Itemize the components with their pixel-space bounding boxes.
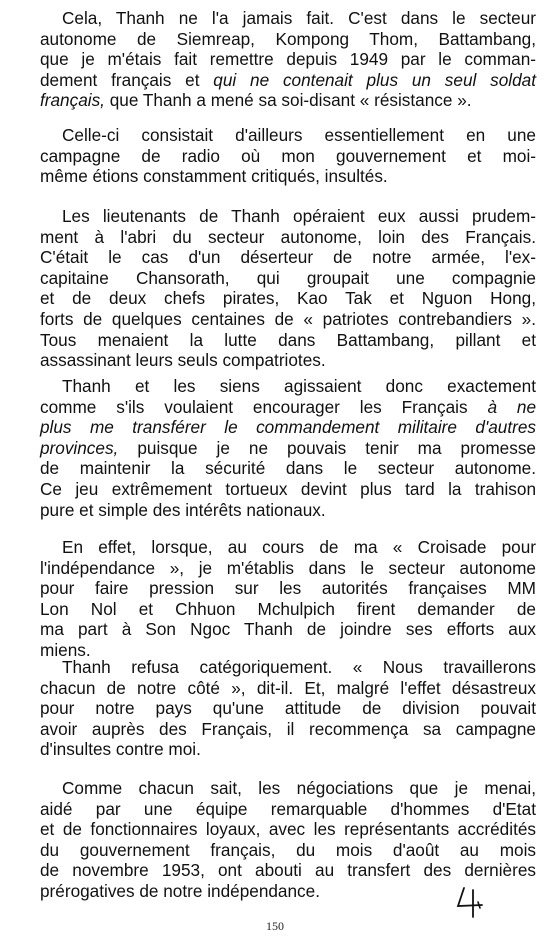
paragraph-1	[40, 8, 536, 111]
line-text: et de fonctionnaires loyaux, avec les représentants accrédités	[40, 819, 536, 840]
text-line	[40, 657, 536, 678]
line-text: pour notre pays qu'une attitude de division pouvait	[40, 698, 536, 719]
line-text: Comme chacun sait, les négociations que je menai,	[62, 778, 536, 798]
paragraph-4	[40, 376, 536, 520]
italic-text: provinces,	[40, 437, 119, 458]
text-line	[40, 578, 536, 599]
paragraph-3	[40, 206, 536, 371]
text-line	[40, 227, 536, 248]
text-line	[40, 500, 536, 521]
line-text: comme s'ils voulaient encourager les Français	[40, 396, 488, 417]
text-line	[40, 438, 536, 459]
line-text: et de deux chefs pirates, Kao Tak et Nguon Hong,	[40, 288, 536, 309]
line-text: pour faire pression sur les autorités françaises MM	[40, 578, 536, 599]
line-text: pure et simple des intérêts nationaux.	[40, 499, 326, 520]
text-line	[40, 350, 536, 371]
line-text: Thanh refusa catégoriquement. « Nous travaillerons	[62, 657, 536, 677]
line-text: forts de quelques centaines de « patriotes contrebandiers ».	[40, 308, 536, 329]
line-text: Lon Nol et Chhuon Mchulpich firent demander de	[40, 598, 536, 619]
line-text: que je m'étais fait remettre depuis 1949 par le comman-	[40, 49, 536, 70]
text-line	[40, 558, 536, 579]
line-text: Thanh et les siens agissaient donc exactement	[62, 376, 536, 396]
line-text: avoir auprès des Français, il recommença sa campagne	[40, 718, 536, 739]
paragraph-6	[40, 657, 536, 760]
text-line	[40, 309, 536, 330]
line-text: campagne de radio où mon gouvernement et moi-	[40, 145, 536, 166]
text-line	[40, 70, 536, 91]
text-line	[40, 599, 536, 620]
line-text: du gouvernement français, du mois d'août au mois	[40, 839, 536, 860]
italic-text: à ne	[487, 396, 537, 417]
page-number: 150	[266, 919, 284, 933]
text-line	[40, 29, 536, 50]
line-text: miens.	[40, 639, 91, 660]
line-text: dement français et	[40, 69, 214, 90]
line-text: capitaine Chansorath, qui groupait une compagnie	[40, 267, 536, 288]
paragraph-5	[40, 537, 536, 661]
text-line	[40, 840, 536, 861]
line-text: même étions constamment critiqués, insultés.	[40, 166, 388, 187]
text-line	[40, 819, 536, 840]
text-line	[40, 268, 536, 289]
line-text: Tous menaient la lutte dans Battambang, pillant et	[40, 329, 536, 350]
line-text: Ce jeu extrêmement tortueux devint plus tard la trahison	[40, 478, 536, 499]
line-text: chacun de notre côté », dit-il. Et, malgré l'effet désastreux	[40, 677, 536, 698]
text-line	[40, 739, 536, 760]
line-text: assassinant leurs seuls compatriotes.	[40, 350, 326, 371]
text-line	[40, 397, 536, 418]
line-text: l'indépendance », je m'établis dans le secteur autonome	[40, 557, 536, 578]
text-line	[40, 125, 536, 146]
text-line	[40, 90, 536, 111]
text-line	[40, 330, 536, 351]
line-text: C'était le cas d'un déserteur de notre armée, l'ex-	[40, 247, 536, 268]
line-text: Celle-ci consistait d'ailleurs essentiellement en une	[62, 125, 536, 145]
italic-text: qui ne contenait plus un seul soldat	[213, 69, 536, 90]
text-line	[40, 376, 536, 397]
line-text: aidé par une équipe remarquable d'hommes d'Etat	[40, 798, 536, 819]
text-line	[40, 206, 536, 227]
line-text: d'insultes contre moi.	[40, 739, 201, 760]
line-text: de novembre 1953, ont abouti au transfert des dernières	[40, 860, 536, 881]
line-text: puisque je ne pouvais tenir ma promesse	[118, 437, 536, 458]
text-line	[40, 417, 536, 438]
line-text: prérogatives de notre indépendance.	[40, 880, 320, 901]
text-line	[40, 247, 536, 268]
text-line	[40, 698, 536, 719]
line-text: de maintenir la sécurité dans le secteur autonome.	[40, 458, 536, 479]
text-line	[40, 537, 536, 558]
text-line	[40, 619, 536, 640]
line-text: ma part à Son Ngoc Thanh de joindre ses efforts aux	[40, 619, 536, 640]
text-line	[40, 146, 536, 167]
line-text: Les lieutenants de Thanh opéraient eux aussi prudem-	[62, 206, 536, 226]
line-text: ment à l'abri du secteur autonome, loin des Français.	[40, 226, 536, 247]
line-text: autonome de Siemreap, Kompong Thom, Battambang,	[40, 28, 536, 49]
text-line	[40, 678, 536, 699]
line-text: que Thanh a mené sa soi-disant « résistance ».	[104, 90, 472, 111]
italic-text: plus me transférer le commandement militaire d'autres	[40, 417, 536, 438]
handwritten-mark-icon	[452, 884, 488, 920]
italic-text: français,	[40, 90, 105, 111]
text-line	[40, 778, 536, 799]
text-line	[40, 8, 536, 29]
paragraph-2	[40, 125, 536, 187]
text-line	[40, 719, 536, 740]
line-text: Cela, Thanh ne l'a jamais fait. C'est dans le secteur	[62, 8, 536, 28]
text-line	[40, 799, 536, 820]
text-line	[40, 288, 536, 309]
text-line	[40, 860, 536, 881]
text-line	[40, 166, 536, 187]
text-line	[40, 49, 536, 70]
text-line	[40, 458, 536, 479]
text-line	[40, 479, 536, 500]
line-text: En effet, lorsque, au cours de ma « Croisade pour	[62, 537, 536, 557]
